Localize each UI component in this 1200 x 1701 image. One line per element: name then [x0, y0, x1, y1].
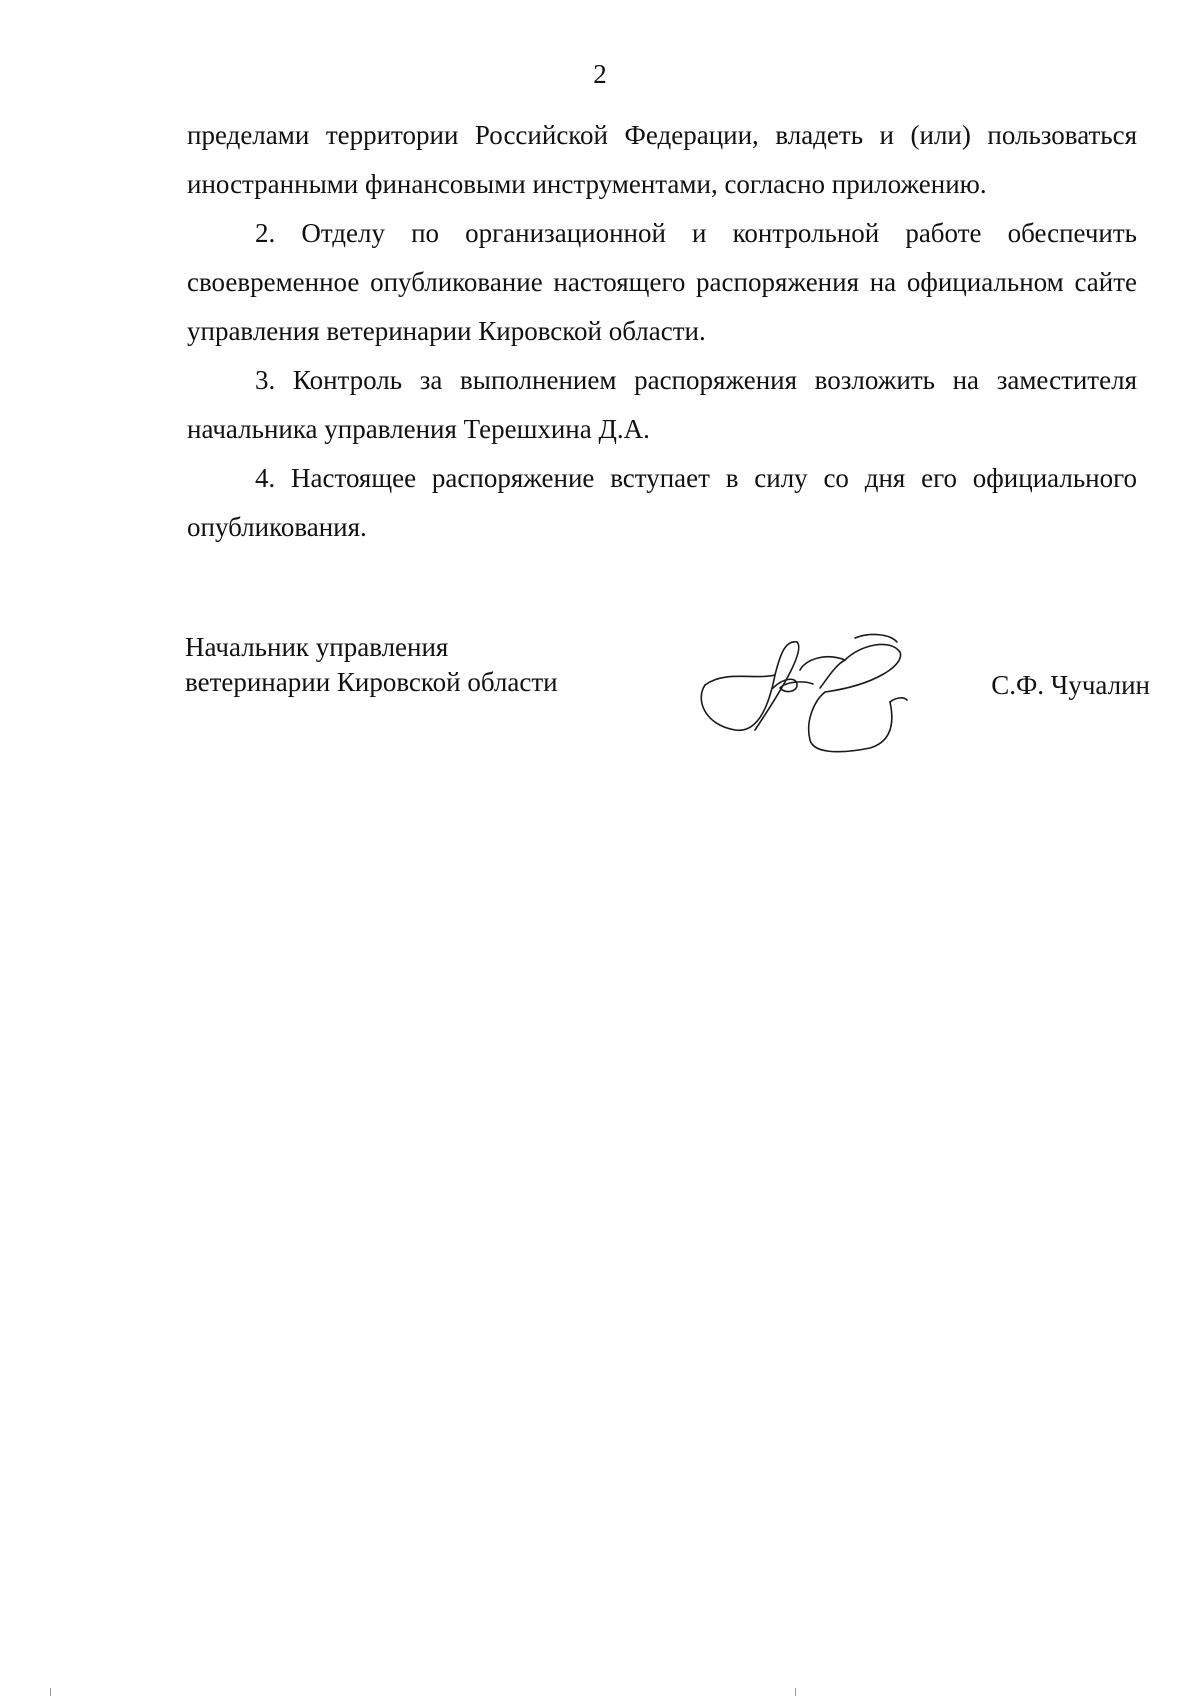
signer-title-line-2: ветеринарии Кировской области [185, 667, 558, 697]
handwritten-signature [685, 630, 955, 770]
signer-title-line-1: Начальник управления [185, 632, 449, 662]
paragraph-3-control: 3. Контроль за выполнением распоряжения возложить на заместителя начальника управления Терешхина Д.А. [187, 365, 1137, 444]
page-number: 2 [593, 59, 607, 89]
signer-title [185, 630, 558, 700]
paragraph-continuation: пределами территории Российской Федерации, владеть и (или) пользоваться иностранными финансовыми инструментами, согласно приложению. [187, 120, 1137, 199]
paragraph-2-publication: 2. Отделу по организационной и контрольной работе обеспечить своевременное опубликование настоящего распоряжения на официальном сайте управления ветеринарии Кировской области. [187, 218, 1137, 346]
signature-block [185, 630, 1185, 780]
scan-edge-mark-right [795, 1688, 796, 1696]
scan-edge-mark-left [50, 1688, 51, 1696]
signer-name: С.Ф. Чучалин [991, 670, 1150, 700]
document-body [187, 111, 1137, 552]
paragraph-4-effective-date: 4. Настоящее распоряжение вступает в силу со дня его официального опубликования. [187, 463, 1137, 542]
